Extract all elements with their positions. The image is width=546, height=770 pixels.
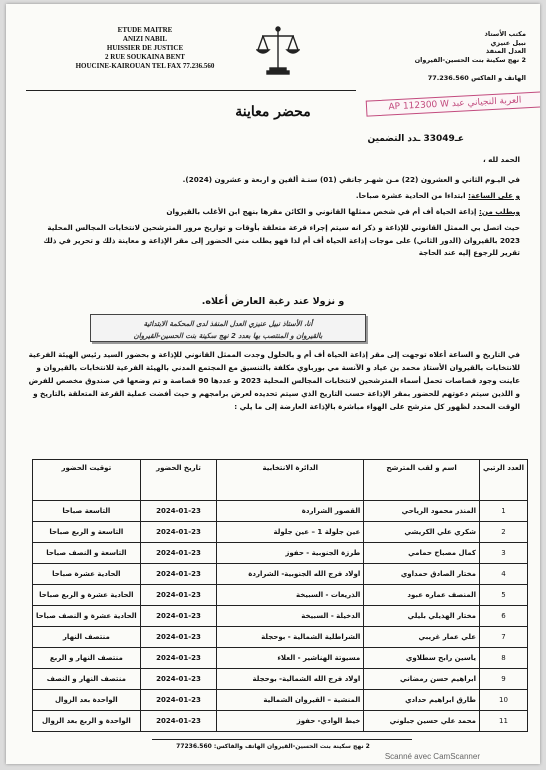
cell-date: 2024-01-23 xyxy=(140,648,217,669)
cell-num: 5 xyxy=(479,585,527,606)
table-row xyxy=(33,648,528,669)
cell-circ: عين جلولة 1 – عين جلولة xyxy=(217,522,364,543)
request-label: وبطلب من: xyxy=(478,207,520,216)
cell-circ: اولاد فرج الله الجنوبية- الشراردة xyxy=(217,564,364,585)
candidates-table xyxy=(32,459,528,732)
cell-num: 10 xyxy=(479,690,527,711)
request-line xyxy=(26,206,520,217)
cell-date: 2024-01-23 xyxy=(140,522,217,543)
header-num: العدد الرتبي xyxy=(479,460,527,501)
cell-date: 2024-01-23 xyxy=(140,690,217,711)
header-left-line: 2 RUE SOUKAINA BENT xyxy=(105,53,185,61)
header-date: تاريخ الحضور xyxy=(140,460,217,501)
cell-num: 2 xyxy=(479,522,527,543)
cell-time: التاسعة و الربع صباحا xyxy=(33,522,141,543)
request-text: إذاعة الحياة أف أم في شخص ممثلها القانوني و الكائن مقرها بنهج ابن الأغلب بالقيروان xyxy=(166,207,477,216)
header-left-block xyxy=(50,26,240,71)
cell-circ: مسيوتة الهناشير - العلاء xyxy=(217,648,364,669)
table-row xyxy=(33,564,528,585)
document-number: عـ33049 ـدد التضمين xyxy=(367,134,464,144)
table-row xyxy=(33,690,528,711)
officer-box xyxy=(90,314,366,342)
table-row xyxy=(33,585,528,606)
table-header-row xyxy=(33,460,528,501)
cell-num: 7 xyxy=(479,627,527,648)
request-paragraph: حيث اتصل بي الممثل القانوني للإذاعة و ذكر انه سيتم إجراء قرعة متعلقة بأوقات و تواريخ مرور المترشحين لانتخابات المجالس المحلية 2023 بالقيروان (الدور الثاني) على موجات إذاعة الحياة أف أم لذا فهو يطلب مني الحضور إلى مقر الإذاعة و معاينة ذلك و تحرير في ذلك تقرير للرجوع إليه عند الحاجة xyxy=(43,223,520,257)
table-row xyxy=(33,627,528,648)
greeting: الحمد لله ، xyxy=(482,155,520,164)
footer-divider xyxy=(152,739,412,740)
officer-line-1: أنا، الأستاذ نبيل عنيزي العدل المنفذ لدى المحكمة الابتدائية xyxy=(143,320,313,328)
cell-date: 2024-01-23 xyxy=(140,585,217,606)
cell-num: 6 xyxy=(479,606,527,627)
cell-time: منتصف النهار و النصف xyxy=(33,669,141,690)
cell-name: مختار الهذيلي بليلي xyxy=(364,606,480,627)
cell-circ: خيط الوادي- حفوز xyxy=(217,711,364,732)
cell-time: منتصف النهار و الربع xyxy=(33,648,141,669)
header-left-line: ETUDE MAITRE xyxy=(117,26,173,34)
cell-name: كمال مصباح حمامي xyxy=(364,543,480,564)
header-divider xyxy=(26,90,356,91)
header-right-line: العدل المنفذ xyxy=(485,47,526,55)
header-left-line: HOUCINE-KAIROUAN TEL FAX 77.236.560 xyxy=(75,62,215,70)
header-circ: الدائرة الانتخابية xyxy=(217,460,364,501)
header-right-block xyxy=(376,30,526,83)
footer-address: 2 نهج سكينة بنت الحسين-القيروان الهاتف والفاكس: 77236.560 xyxy=(176,743,370,750)
cell-circ: القصور الشراردة xyxy=(217,501,364,522)
document-title: محضر معاينة xyxy=(235,104,311,120)
document-page xyxy=(6,4,540,764)
cell-num: 4 xyxy=(479,564,527,585)
cell-num: 3 xyxy=(479,543,527,564)
cell-name: المنصف عماره عبود xyxy=(364,585,480,606)
cell-name: ياسين رابح سطلاوي xyxy=(364,648,480,669)
cell-name: محمد علي حسين جبلوني xyxy=(364,711,480,732)
table-row xyxy=(33,543,528,564)
header-right-line: 2 نهج سكينة بنت الحسين-القيروان xyxy=(414,55,526,64)
cell-date: 2024-01-23 xyxy=(140,606,217,627)
table-row xyxy=(33,606,528,627)
cell-date: 2024-01-23 xyxy=(140,627,217,648)
time-label: و على الساعة: xyxy=(468,191,520,200)
cell-num: 11 xyxy=(479,711,527,732)
header-time: توقيت الحضور xyxy=(33,460,141,501)
header-right-phone: الهاتف و الفاكس 77.236.560 xyxy=(427,74,526,82)
cell-date: 2024-01-23 xyxy=(140,543,217,564)
table-row xyxy=(33,669,528,690)
cell-circ: الذريعات - السبيخة xyxy=(217,585,364,606)
cell-circ: المنشية – القيروان الشمالية xyxy=(217,690,364,711)
time-value: ابتداءا من الحادية عشرة صباحا. xyxy=(355,191,466,200)
cell-name: مختار الصادق حمداوي xyxy=(364,564,480,585)
subheading: و نزولا عند رغبة العارض أعلاه. xyxy=(201,296,345,307)
cell-circ: الشراطلية الشمالية - بوحجلة xyxy=(217,627,364,648)
scales-of-justice-icon xyxy=(256,24,300,76)
cell-date: 2024-01-23 xyxy=(140,711,217,732)
cell-time: الحادية عشرة و النصف صباحا xyxy=(33,606,141,627)
header-left-line: ANIZI NABIL xyxy=(122,35,168,43)
cell-time: الحادية عشرة و الربع صباحا xyxy=(33,585,141,606)
cell-circ: اولاد فرج الله الشمالية- بوحجلة xyxy=(217,669,364,690)
cell-time: الواحدة بعد الزوال xyxy=(33,690,141,711)
header-left-line: HUISSIER DE JUSTICE xyxy=(106,44,184,52)
time-line xyxy=(26,190,520,201)
cell-circ: طرزة الجنوبية - حفوز xyxy=(217,543,364,564)
table-row xyxy=(33,711,528,732)
cell-date: 2024-01-23 xyxy=(140,501,217,522)
cell-name: علي عمار غريبي xyxy=(364,627,480,648)
table-row xyxy=(33,501,528,522)
cell-num: 1 xyxy=(479,501,527,522)
observation-paragraph: في التاريخ و الساعة أعلاه توجهت إلى مقر إذاعة الحياة أف أم و بالحلول وجدت الممثل القانوني للإذاعة و بحضور السيد رئيس الهيئة الفرعية للانتخابات بالقيروان الأستاذ محمد بن عياد و الآنسة مي بورباوي مكلفة بالتنسيق مع المجتمع المدني بالهيئة الفرعية للانتخابات بالقيروان و عاينت وجود قصاصات تحمل أسماء المترشحين لانتخابات المجالس المحلية 2023 و عددها 90 قصاصة و تم وضعها في صندوق مخصص للفرض و اللذين سيتم دعوتهم للحضور بمقر الإذاعة حسب التاريخ الذي سيتم تحديده لعرض برامجهم و حيث أفضت عملية القرعة المتعلقة بالتاريخ و الوقت المحدد لظهور كل مترشح على الهواء مباشرة بالإذاعة العارضة إلى ما يلي : xyxy=(28,350,520,411)
cell-circ: الدخيلة - السبيخة xyxy=(217,606,364,627)
cell-date: 2024-01-23 xyxy=(140,669,217,690)
cell-name: شكري علي الكريشي xyxy=(364,522,480,543)
cell-time: الحادية عشرة صباحا xyxy=(33,564,141,585)
cell-num: 8 xyxy=(479,648,527,669)
cell-num: 9 xyxy=(479,669,527,690)
cell-name: المنذر محمود الرياحي xyxy=(364,501,480,522)
officer-line-2: بالقيروان و المنتصب بها بعدد 2 نهج سكينة بنت الحسين-القيروان xyxy=(133,332,323,340)
cell-date: 2024-01-23 xyxy=(140,564,217,585)
header-right-line: نبيل عنيزي xyxy=(490,38,526,47)
cell-time: التاسعة و النصف صباحا xyxy=(33,543,141,564)
date-line: في اليـوم الثاني و العشرون (22) مـن شهـر جانفي (01) سنـة ألفين و اربعة و عشرون (2024). xyxy=(182,175,520,184)
cell-name: طارق ابراهيم حدادي xyxy=(364,690,480,711)
header-right-line: مكتب الأستاذ xyxy=(484,30,526,38)
cell-time: منتصف النهار xyxy=(33,627,141,648)
cell-time: الواحدة و الربع بعد الزوال xyxy=(33,711,141,732)
cell-name: ابراهيم حسن رمضاني xyxy=(364,669,480,690)
receipt-stamp: AP 112300 W العربة النجياني عبد xyxy=(366,91,540,116)
cell-time: التاسعة صباحا xyxy=(33,501,141,522)
header-name: اسم و لقب المترشح xyxy=(364,460,480,501)
scanner-watermark: Scanné avec CamScanner xyxy=(384,752,480,761)
table-row xyxy=(33,522,528,543)
